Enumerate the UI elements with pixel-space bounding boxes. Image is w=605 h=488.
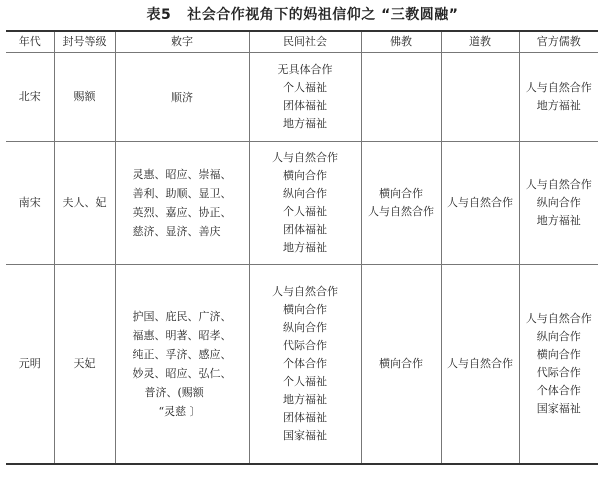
era-cell: 北宋 xyxy=(6,53,54,142)
header-buddhism: 佛教 xyxy=(361,31,441,53)
taoism-item: 人与自然合作 xyxy=(447,196,513,209)
table-caption xyxy=(0,4,605,24)
title-line: 灵惠、昭应、崇福、 xyxy=(132,168,232,181)
confucianism-item: 纵向合作 xyxy=(536,196,581,209)
table-row xyxy=(6,265,598,465)
folk-item: 纵向合作 xyxy=(283,321,327,334)
title-line: 妙灵、昭应、弘仁、 xyxy=(132,367,232,380)
table-row xyxy=(6,53,598,142)
taoism-cell xyxy=(441,53,519,142)
taoism-cell xyxy=(441,265,519,465)
confucianism-cell xyxy=(519,142,598,265)
folk-item: 地方福祉 xyxy=(283,117,327,130)
confucianism-item: 地方福祉 xyxy=(536,99,581,112)
confucianism-item: 个体合作 xyxy=(536,384,581,397)
folk-item: 人与自然合作 xyxy=(272,285,338,298)
titles-cell xyxy=(115,265,249,465)
confucianism-item: 人与自然合作 xyxy=(525,178,592,191)
folk-cell xyxy=(249,142,361,265)
faith-cooperation-table xyxy=(6,30,598,465)
era-cell: 元明 xyxy=(6,265,54,465)
header-titles: 敕字 xyxy=(115,31,249,53)
confucianism-item: 人与自然合作 xyxy=(525,312,592,325)
folk-item: 无具体合作 xyxy=(277,63,333,76)
folk-item: 个体合作 xyxy=(283,357,327,370)
folk-item: 人与自然合作 xyxy=(272,151,338,164)
rank-cell: 夫人、妃 xyxy=(54,142,115,265)
folk-item: 地方福祉 xyxy=(283,393,327,406)
confucianism-item: 地方福祉 xyxy=(536,214,581,227)
folk-item: 横向合作 xyxy=(283,303,327,316)
folk-item: 个人福祉 xyxy=(283,205,327,218)
table-row xyxy=(6,142,598,265)
title-line: 善利、助顺、显卫、 xyxy=(132,187,232,200)
table-number: 表5 xyxy=(146,7,172,23)
buddhism-item: 横向合作 xyxy=(379,357,423,370)
header-taoism: 道教 xyxy=(441,31,519,53)
folk-cell xyxy=(249,53,361,142)
buddhism-item: 横向合作 xyxy=(379,187,423,200)
confucianism-cell xyxy=(519,53,598,142)
folk-item: 纵向合作 xyxy=(283,187,327,200)
confucianism-item: 人与自然合作 xyxy=(525,81,592,94)
folk-item: 团体福祉 xyxy=(283,411,327,424)
table-title: 社会合作视角下的妈祖信仰之 “三教圆融” xyxy=(187,7,459,23)
title-line: 普济、(赐额 xyxy=(144,386,204,399)
taoism-item: 人与自然合作 xyxy=(447,357,513,370)
confucianism-item: 国家福祉 xyxy=(536,402,581,415)
title-line: “灵慈 〕 xyxy=(158,405,201,418)
header-era: 年代 xyxy=(6,31,54,53)
buddhism-cell xyxy=(361,265,441,465)
buddhism-cell xyxy=(361,142,441,265)
taoism-cell xyxy=(441,142,519,265)
folk-item: 国家福祉 xyxy=(283,429,327,442)
folk-item: 个人福祉 xyxy=(283,375,327,388)
confucianism-item: 代际合作 xyxy=(536,366,581,379)
header-rank: 封号等级 xyxy=(54,31,115,53)
titles-cell xyxy=(115,142,249,265)
confucianism-item: 横向合作 xyxy=(536,348,581,361)
folk-item: 个人福祉 xyxy=(283,81,327,94)
folk-item: 横向合作 xyxy=(283,169,327,182)
folk-item: 团体福祉 xyxy=(283,99,327,112)
title-line: 慈济、显济、善庆 xyxy=(132,225,221,238)
buddhism-item: 人与自然合作 xyxy=(368,205,434,218)
title-line: 福惠、明著、昭孝、 xyxy=(132,329,232,342)
folk-item: 团体福祉 xyxy=(283,223,327,236)
folk-item: 代际合作 xyxy=(283,339,327,352)
titles-cell xyxy=(115,53,249,142)
rank-cell: 天妃 xyxy=(54,265,115,465)
header-row xyxy=(6,31,598,53)
folk-cell xyxy=(249,265,361,465)
title-line: 英烈、嘉应、协正、 xyxy=(132,206,232,219)
rank-cell: 赐额 xyxy=(54,53,115,142)
title-line: 纯正、孚济、感应、 xyxy=(132,348,232,361)
confucianism-item: 纵向合作 xyxy=(536,330,581,343)
header-folk: 民间社会 xyxy=(249,31,361,53)
confucianism-cell xyxy=(519,265,598,465)
title-line: 护国、庇民、广济、 xyxy=(132,310,232,323)
title-line: 顺济 xyxy=(171,90,193,104)
era-cell: 南宋 xyxy=(6,142,54,265)
buddhism-cell xyxy=(361,53,441,142)
folk-item: 地方福祉 xyxy=(283,241,327,254)
header-confucianism: 官方儒教 xyxy=(519,31,598,53)
